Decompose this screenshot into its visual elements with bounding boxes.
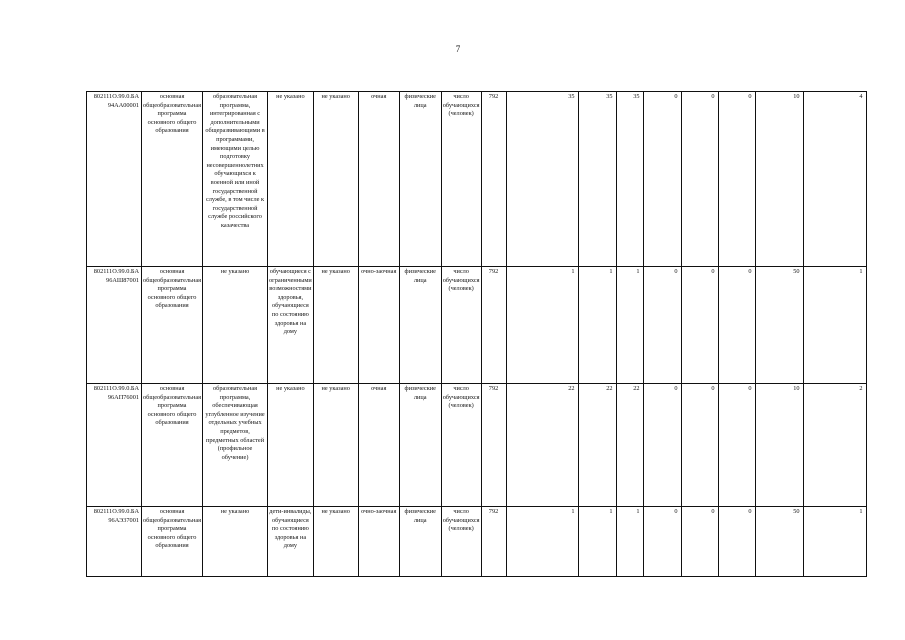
value-cell: 0 — [643, 92, 681, 267]
value-cell: 0 — [681, 384, 718, 507]
value-cell: 0 — [681, 507, 718, 577]
program-name: основная общеобразовательная программа основного общего образования — [142, 92, 203, 267]
student-category: не указано — [268, 384, 314, 507]
value-cell: 10 — [755, 384, 803, 507]
registry-code: 802111О.99.0.БА 96АП76001 — [87, 384, 142, 507]
okei-code: 792 — [481, 384, 506, 507]
consumer-category: физические лица — [399, 384, 441, 507]
student-category: не указано — [268, 92, 314, 267]
form-of-study: очная — [358, 92, 399, 267]
form-of-study: очная — [358, 384, 399, 507]
consumer-category: физические лица — [399, 267, 441, 384]
value-cell: 2 — [803, 384, 866, 507]
value-cell: 1 — [803, 267, 866, 384]
student-category: обучающиеся с ограниченными возможностями здоровья, обучающиеся по состоянию здоровья на дому — [268, 267, 314, 384]
registry-code: 802111О.99.0.БА 94АА00001 — [87, 92, 142, 267]
program-content: не указано — [203, 267, 268, 384]
indicator-name: число обучающихся (человек) — [441, 507, 481, 577]
form-of-study: очно-заочная — [358, 267, 399, 384]
value-cell: 0 — [718, 507, 755, 577]
table-row — [87, 384, 867, 507]
indicator-name: число обучающихся (человек) — [441, 384, 481, 507]
value-cell: 4 — [803, 92, 866, 267]
value-cell: 22 — [578, 384, 616, 507]
value-cell: 10 — [755, 92, 803, 267]
program-name: основная общеобразовательная программа основного общего образования — [142, 384, 203, 507]
value-cell: 1 — [506, 507, 578, 577]
value-cell: 35 — [616, 92, 643, 267]
program-name: основная общеобразовательная программа основного общего образования — [142, 507, 203, 577]
program-content: образовательная программа, интегрированная с дополнительными общеразвивающими в программами, имеющими целью подготовку несовершеннолетних обучающихся к военной или иной государственной службе, в том числе к государственной службе российского казачества — [203, 92, 268, 267]
value-cell: 0 — [718, 92, 755, 267]
okei-code: 792 — [481, 92, 506, 267]
page-number: 7 — [455, 44, 461, 54]
value-cell: 1 — [506, 267, 578, 384]
indicator-name: число обучающихся (человек) — [441, 267, 481, 384]
value-cell: 50 — [755, 507, 803, 577]
value-cell: 0 — [681, 92, 718, 267]
value-cell: 0 — [643, 267, 681, 384]
value-cell: 0 — [718, 384, 755, 507]
consumer-category: физические лица — [399, 92, 441, 267]
value-cell: 0 — [718, 267, 755, 384]
table-row — [87, 92, 867, 267]
place-of-service: не указано — [313, 384, 358, 507]
consumer-category: физические лица — [399, 507, 441, 577]
value-cell: 1 — [578, 267, 616, 384]
value-cell: 35 — [578, 92, 616, 267]
registry-code: 802111О.99.0.БА 96АЭ37001 — [87, 507, 142, 577]
value-cell: 50 — [755, 267, 803, 384]
services-table — [86, 91, 867, 577]
student-category: дети-инвалиды, обучающиеся по состоянию здоровья на дому — [268, 507, 314, 577]
program-content: образовательная программа, обеспечивающая углубленное изучение отдельных учебных предметов, предметных областей (профильное обучение) — [203, 384, 268, 507]
value-cell: 22 — [506, 384, 578, 507]
value-cell: 0 — [643, 507, 681, 577]
program-content: не указано — [203, 507, 268, 577]
value-cell: 1 — [803, 507, 866, 577]
value-cell: 0 — [643, 384, 681, 507]
value-cell: 0 — [681, 267, 718, 384]
place-of-service: не указано — [313, 507, 358, 577]
value-cell: 35 — [506, 92, 578, 267]
registry-code: 802111О.99.0.БА 96АШ87001 — [87, 267, 142, 384]
value-cell: 22 — [616, 384, 643, 507]
indicator-name: число обучающихся (человек) — [441, 92, 481, 267]
okei-code: 792 — [481, 507, 506, 577]
form-of-study: очно-заочная — [358, 507, 399, 577]
value-cell: 1 — [616, 267, 643, 384]
table-row — [87, 507, 867, 577]
place-of-service: не указано — [313, 92, 358, 267]
table-row — [87, 267, 867, 384]
value-cell: 1 — [616, 507, 643, 577]
okei-code: 792 — [481, 267, 506, 384]
value-cell: 1 — [578, 507, 616, 577]
program-name: основная общеобразовательная программа основного общего образования — [142, 267, 203, 384]
place-of-service: не указано — [313, 267, 358, 384]
